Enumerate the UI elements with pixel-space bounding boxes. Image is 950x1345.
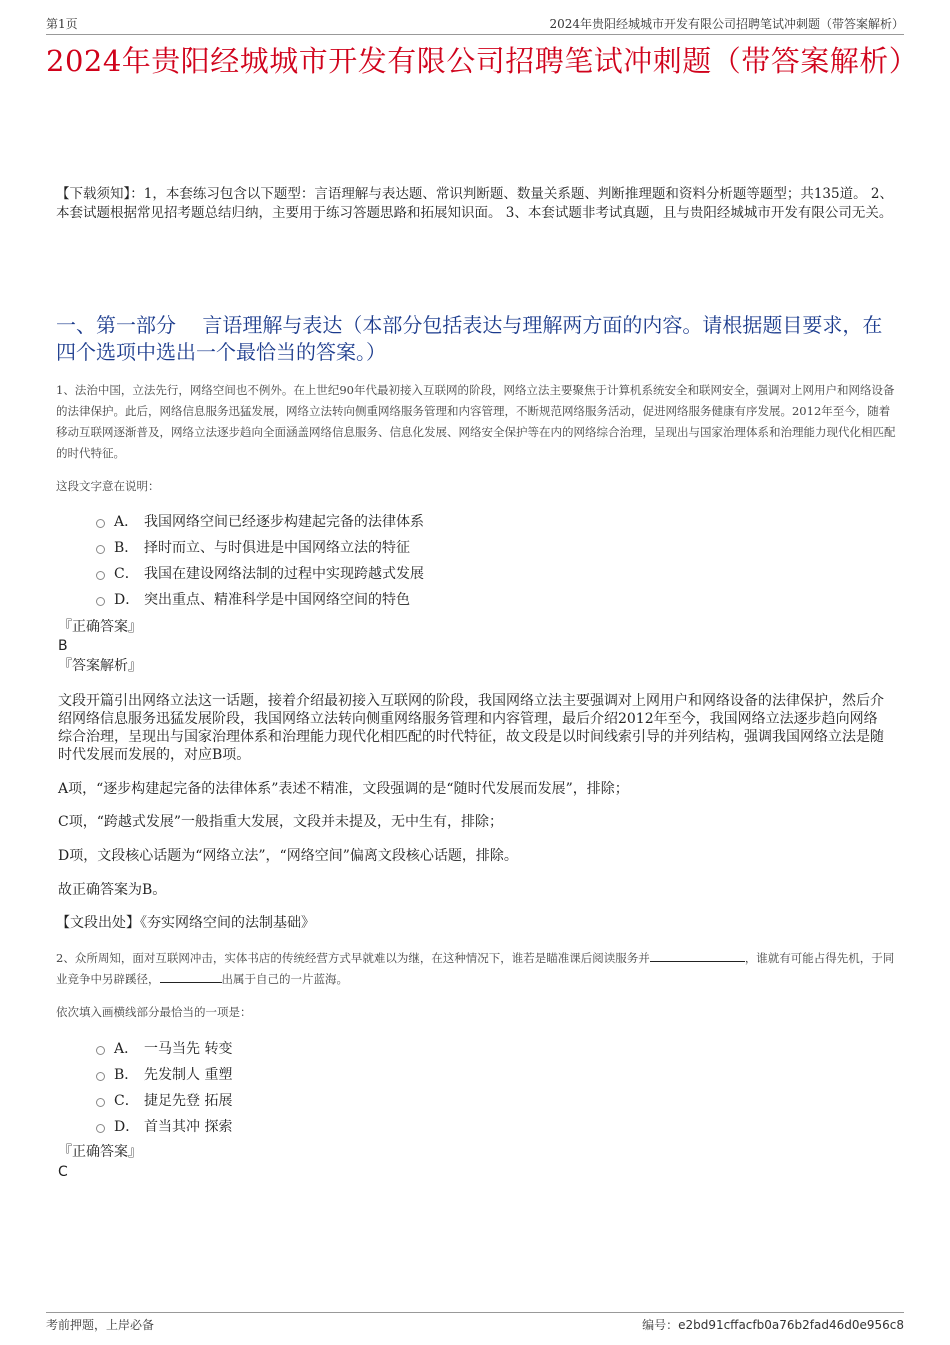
radio-icon[interactable] [96, 545, 105, 554]
option-letter: D． [114, 1119, 140, 1135]
option-d[interactable] [96, 1113, 232, 1139]
radio-icon[interactable] [96, 1098, 105, 1107]
option-text: 我国在建设网络法制的过程中实现跨越式发展 [144, 566, 424, 582]
answer-label: 『正确答案』 [58, 619, 142, 635]
analysis-note-c: C项，“跨越式发展”一般指重大发展，文段并未提及，无中生有，排除； [58, 814, 504, 830]
radio-icon[interactable] [96, 1046, 105, 1055]
radio-icon[interactable] [96, 597, 105, 606]
page-number: 第1页 [46, 17, 78, 31]
option-letter: C． [114, 1093, 139, 1109]
question-2-text-part2: ，谁就有可能占得先机，于同业竞争中另辟蹊径， [56, 951, 895, 986]
download-notice: 【下载须知】：1，本套练习包含以下题型：言语理解与表达题、常识判断题、数量关系题、判断推理题和资料分析题等题型；共135道。 2、本套试题根据常见招考题总结归纳，主要用于练习答题思路和拓展知识面。 3、本套试题非考试真题，且与贵阳经城城市开发有限公司无关。 [56, 186, 893, 221]
option-letter: D． [114, 592, 140, 608]
analysis-note-a: A项，“逐步构建起完备的法律体系”表述不精准，文段强调的是“随时代发展而发展”，排除； [58, 781, 629, 797]
page-footer [46, 1312, 904, 1333]
correct-answer: C [58, 1164, 68, 1180]
question-1-text: 1、法治中国，立法先行，网络空间也不例外。在上世纪90年代最初接入互联网的阶段，网络立法主要聚焦于计算机系统安全和联网安全，强调对上网用户和网络设备的法律保护。此后，网络信息服务迅猛发展，网络立法转向侧重网络服务管理和内容管理，不断规范网络服务活动，促进网络服务健康有序发展。2012年至今，随着移动互联网逐渐普及，网络立法逐步趋向全面涵盖网络信息服务、信息化发展、网络安全保护等在内的网络综合治理，呈现出与国家治理体系和治理能力现代化相匹配的时代特征。 [56, 383, 896, 460]
analysis-note-d: D项，文段核心话题为“网络立法”，“网络空间”偏离文段核心话题，排除。 [58, 848, 518, 864]
question-1-prompt: 这段文字意在说明： [56, 479, 160, 493]
option-text: 捷足先登 拓展 [144, 1093, 233, 1109]
option-text: 择时而立、与时俱进是中国网络立法的特征 [144, 540, 410, 556]
page-header [46, 14, 904, 35]
document-code: 编号：e2bd91cffacfb0a76b2fad46d0e956c8 [642, 1318, 904, 1332]
option-letter: B． [114, 540, 139, 556]
option-letter: A． [114, 1041, 139, 1057]
analysis-label: 『答案解析』 [58, 658, 142, 674]
correct-answer: B [58, 638, 68, 654]
option-c[interactable] [96, 560, 424, 586]
option-b[interactable] [96, 534, 424, 560]
option-text: 先发制人 重塑 [144, 1067, 233, 1083]
option-letter: C． [114, 566, 139, 582]
option-text: 我国网络空间已经逐步构建起完备的法律体系 [144, 514, 424, 530]
section-title: 一、第一部分 言语理解与表达（本部分包括表达与理解两方面的内容。请根据题目要求，在四个选项中选出一个最恰当的答案。） [56, 313, 883, 364]
analysis-text: 文段开篇引出网络立法这一话题，接着介绍最初接入互联网的阶段，我国网络立法主要强调对上网用户和网络设备的法律保护，然后介绍网络信息服务迅猛发展阶段，我国网络立法转向侧重网络服务管理和内容管理，最后介绍2012年至今，我国网络立法逐步趋向网络综合治理，呈现出与国家治理体系和治理能力现代化相匹配的时代特征，故文段是以时间线索引导的并列结构，强调我国网络立法是随时代发展而发展的，对应B项。 [58, 693, 884, 763]
question-2-text-part3: 出属于自己的一片蓝海。 [221, 972, 348, 986]
text-source: 【文段出处】《夯实网络空间的法制基础》 [56, 915, 315, 931]
radio-icon[interactable] [96, 1072, 105, 1081]
analysis-conclusion: 故正确答案为B。 [58, 882, 167, 898]
option-text: 首当其冲 探索 [144, 1119, 233, 1135]
question-2-text-part1: 2、众所周知，面对互联网冲击，实体书店的传统经营方式早就难以为继，在这种情况下，谁若是瞄准课后阅读服务并 [56, 951, 650, 965]
option-letter: A． [114, 514, 139, 530]
question-2-prompt: 依次填入画横线部分最恰当的一项是： [56, 1005, 252, 1019]
option-text: 一马当先 转变 [144, 1041, 233, 1057]
document-title: 2024年贵阳经城城市开发有限公司招聘笔试冲刺题（带答案解析） [46, 44, 919, 78]
header-doc-title: 2024年贵阳经城城市开发有限公司招聘笔试冲刺题（带答案解析） [549, 17, 904, 31]
question-2-text [56, 948, 898, 990]
option-text: 突出重点、精准科学是中国网络空间的特色 [144, 592, 410, 608]
question-2-options [96, 1035, 232, 1139]
answer-label: 『正确答案』 [58, 1144, 142, 1160]
option-a[interactable] [96, 1035, 232, 1061]
radio-icon[interactable] [96, 571, 105, 580]
option-d[interactable] [96, 586, 424, 612]
option-a[interactable] [96, 508, 424, 534]
option-letter: B． [114, 1067, 139, 1083]
option-b[interactable] [96, 1061, 232, 1087]
footer-slogan: 考前押题，上岸必备 [46, 1318, 155, 1332]
option-c[interactable] [96, 1087, 232, 1113]
radio-icon[interactable] [96, 1124, 105, 1133]
fill-blank-1 [650, 949, 745, 962]
radio-icon[interactable] [96, 519, 105, 528]
fill-blank-2 [160, 970, 222, 983]
question-1-options [96, 508, 424, 612]
